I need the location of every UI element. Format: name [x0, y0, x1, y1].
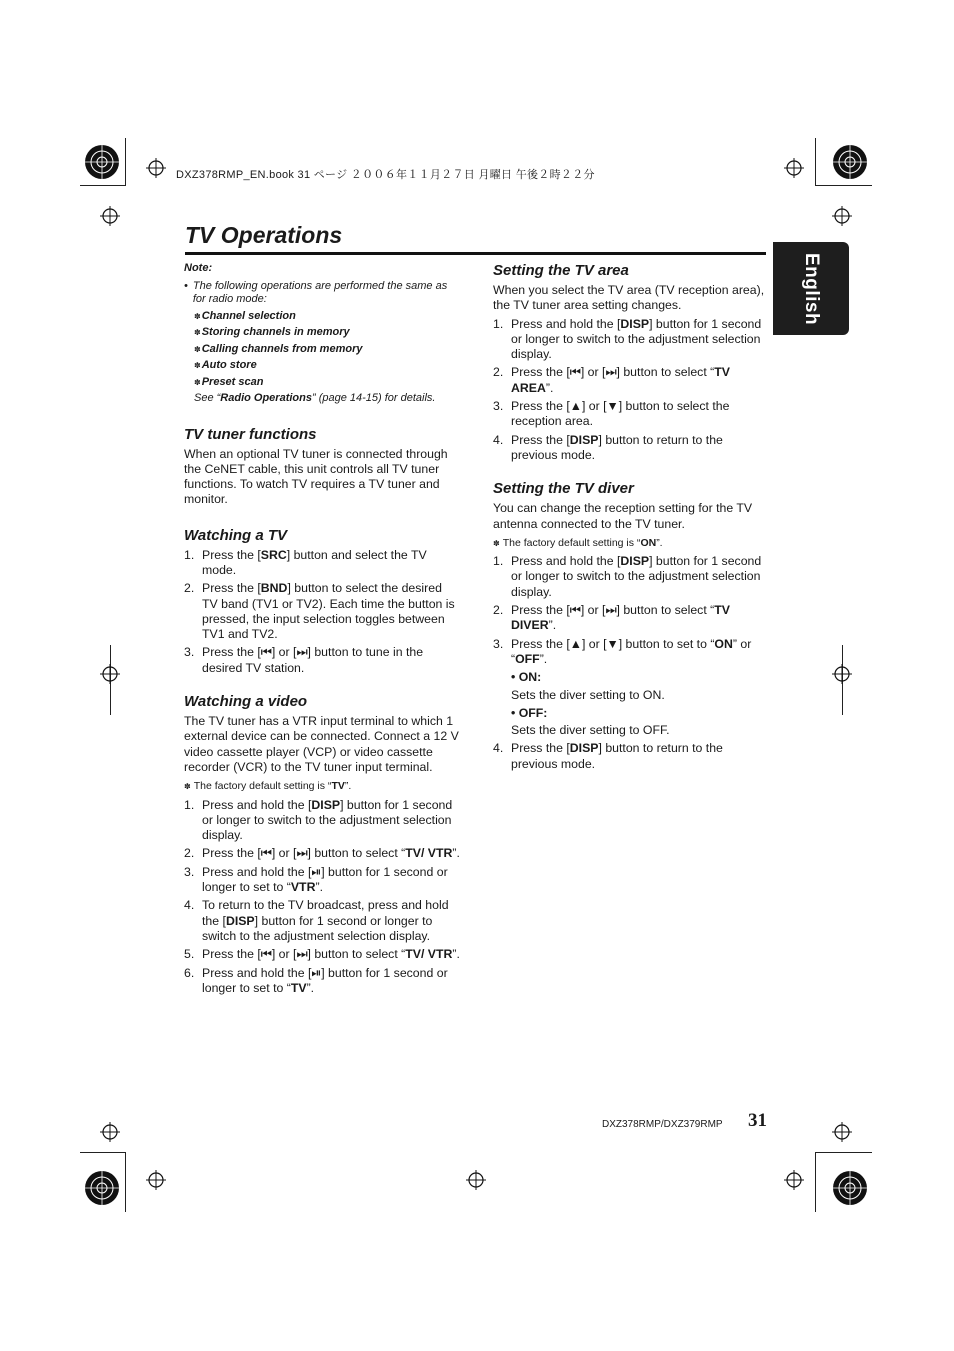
- tv-area-section: [493, 262, 766, 463]
- list-item: 3. Press the [⏮] or [⏭] button to tune in the desired TV station.: [184, 645, 424, 675]
- note-item: ✽Calling channels from memory: [194, 342, 363, 355]
- note-see-reference: See “Radio Operations” (page 14-15) for details.: [194, 392, 436, 404]
- option-on: • ON:: [511, 670, 542, 685]
- section-heading: Watching a TV: [184, 526, 288, 544]
- list-item: 1. Press and hold the [DISP] button for 1 second or longer to switch to the adjustment selection display.: [184, 797, 453, 843]
- crop-mark: [815, 1152, 816, 1212]
- list-item: 2. Press the [BND] button to select the desired TV band (TV1 or TV2). Each time the button is pressed, the input selection toggles between TV1 and TV2.: [184, 581, 455, 642]
- section-heading: Watching a video: [184, 693, 308, 711]
- tv-tuner-section: [184, 426, 460, 508]
- note-intro: • The following operations are performed the same as for radio mode:: [184, 279, 448, 305]
- option-off: • OFF:: [511, 705, 548, 720]
- crosshair-icon: [146, 1170, 166, 1190]
- registration-target-icon: [84, 144, 120, 180]
- print-header: DXZ378RMP_EN.book 31 ページ ２００６年１１月２７日 月曜日 午後２時２２分: [176, 169, 595, 181]
- crosshair-icon: [832, 206, 852, 226]
- section-text: When you select the TV area (TV reception area), the TV tuner area setting changes.: [493, 283, 765, 313]
- crosshair-icon: [784, 1170, 804, 1190]
- watching-video-section: [184, 693, 460, 996]
- crop-mark: [815, 185, 872, 186]
- list-item: 2. Press the [⏮] or [⏭] button to select “TV DIVER”.: [493, 603, 730, 633]
- crosshair-icon: [832, 664, 852, 684]
- note-title: Note:: [184, 262, 213, 274]
- registration-target-icon: [84, 1170, 120, 1206]
- crosshair-icon: [100, 664, 120, 684]
- note-item: ✽Storing channels in memory: [194, 326, 350, 338]
- list-item: 1. Press the [SRC] button and select the TV mode.: [184, 547, 427, 577]
- option-on-text: Sets the diver setting to ON.: [511, 687, 665, 702]
- list-item: 1. Press and hold the [DISP] button for 1 second or longer to switch to the adjustment selection display.: [493, 554, 762, 599]
- section-heading: Setting the TV diver: [493, 480, 634, 498]
- section-heading: TV tuner functions: [184, 425, 317, 443]
- crosshair-icon: [784, 158, 804, 178]
- title-rule: [185, 252, 766, 255]
- list-item: 4. To return to the TV broadcast, press and hold the [DISP] button for 1 second or longer to switch to the adjustment selection display.: [184, 898, 449, 943]
- crosshair-icon: [100, 206, 120, 226]
- section-text: When an optional TV tuner is connected through the CeNET cable, this unit controls all TV tuner functions. To watch TV requires a TV tuner and monitor.: [184, 446, 448, 507]
- page-number: 31: [748, 1110, 767, 1131]
- list-item: 4. Press the [DISP] button to return to the previous mode.: [493, 741, 723, 771]
- list-item: 2. Press the [⏮] or [⏭] button to select “TV AREA”.: [493, 365, 730, 395]
- list-item: 1. Press and hold the [DISP] button for 1 second or longer to switch to the adjustment selection display.: [493, 316, 762, 362]
- crop-mark: [815, 1152, 872, 1153]
- note-item: ✽Channel selection: [194, 309, 296, 322]
- watching-tv-section: [184, 527, 460, 676]
- crop-mark: [80, 185, 126, 186]
- section-text: The TV tuner has a VTR input terminal to which 1 external device can be connected. Connect a 12 V video cassette player (VCP) or video cassette recorder (VCR) to the TV tuner input terminal.: [184, 714, 459, 774]
- note-item: ✽Preset scan: [194, 375, 264, 388]
- crop-mark: [815, 138, 816, 185]
- footer-model: DXZ378RMP/DXZ379RMP: [602, 1119, 723, 1130]
- default-setting-note: ✽ The factory default setting is “ON”.: [493, 536, 663, 549]
- list-item: 5. Press the [⏮] or [⏭] button to select “TV/ VTR”.: [184, 947, 460, 962]
- list-item: 2. Press the [⏮] or [⏭] button to select “TV/ VTR”.: [184, 846, 460, 861]
- language-tab: [773, 242, 849, 335]
- crosshair-icon: [146, 158, 166, 178]
- registration-target-icon: [832, 1170, 868, 1206]
- crosshair-icon: [100, 1122, 120, 1142]
- left-column: [184, 262, 460, 999]
- language-tab-label: English: [801, 252, 822, 325]
- note-block: [184, 262, 460, 406]
- page-title: TV Operations: [185, 222, 343, 248]
- right-column: [493, 262, 766, 775]
- option-off-text: Sets the diver setting to OFF.: [511, 723, 670, 738]
- note-item: ✽Auto store: [194, 359, 257, 371]
- list-item: 3. Press the [▲] or [▼] button to set to “ON” or “OFF”. • ON: Sets the diver setting to ON. • OFF: Sets the diver setting to OFF.: [493, 637, 766, 739]
- section-text: You can change the reception setting for the TV antenna connected to the TV tuner.: [493, 501, 753, 531]
- crop-mark: [80, 1152, 126, 1153]
- default-setting-note: ✽ The factory default setting is “TV”.: [184, 780, 352, 793]
- list-item: 3. Press the [▲] or [▼] button to select the reception area.: [493, 399, 730, 429]
- crosshair-icon: [832, 1122, 852, 1142]
- tv-diver-section: [493, 480, 766, 772]
- list-item: 3. Press and hold the [⏯] button for 1 second or longer to set to “VTR”.: [184, 864, 448, 895]
- crop-mark: [125, 138, 126, 185]
- list-item: 6. Press and hold the [⏯] button for 1 second or longer to set to “TV”.: [184, 965, 448, 995]
- crosshair-icon: [466, 1170, 486, 1190]
- section-heading: Setting the TV area: [493, 262, 629, 279]
- list-item: 4. Press the [DISP] button to return to the previous mode.: [493, 432, 723, 462]
- crop-mark: [125, 1152, 126, 1212]
- registration-target-icon: [832, 144, 868, 180]
